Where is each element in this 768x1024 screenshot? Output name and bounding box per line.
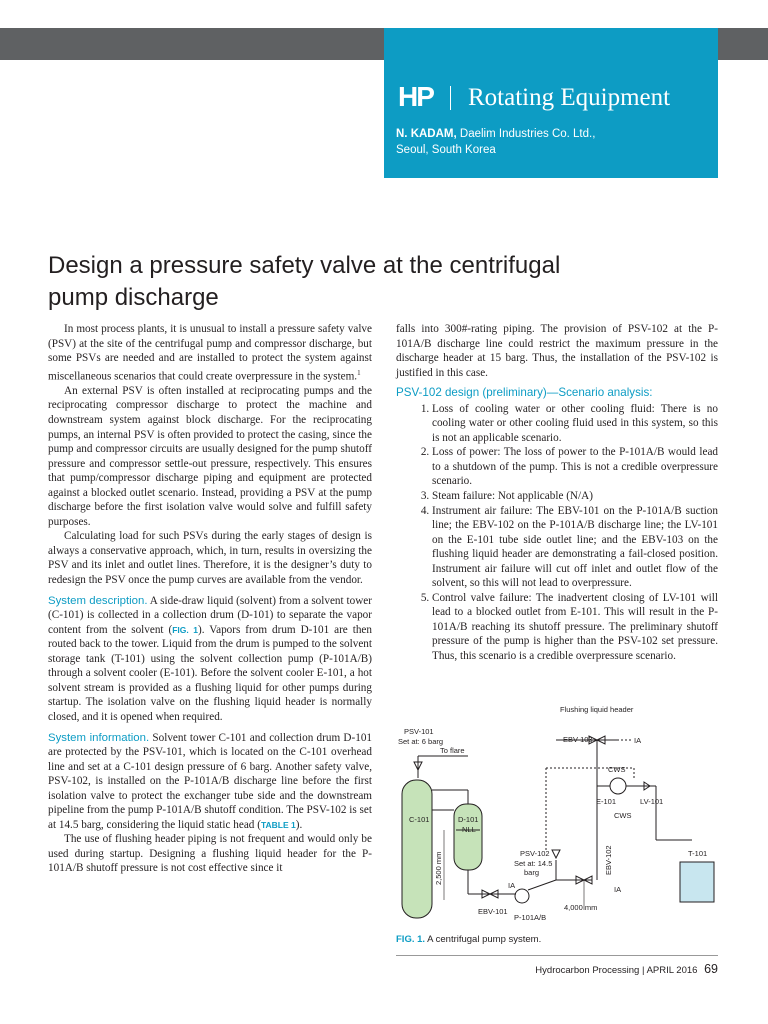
list-item: 5. Control valve failure: The inadvertent closing of LV-101 will lead to a blocked outlet from E-101. This will result in the P-101A/B reaching its shutoff pressure. The preliminary shutoff pressure of the pump is higher than the PSV-102 set pressure. Thus, this scenario is a credible overpressure scenario.	[432, 591, 718, 664]
list-item: 4. Instrument air failure: The EBV-101 on the P-101A/B suction line; the EBV-102 on the P-101A/B discharge line; the LV-101 on the E-101 tube side outlet line; and the EBV-103 on the flushing liquid header are demonstrating a fail-closed position. Instrument air failure will cut off inlet and outlet flow of the solvent, so this will not lead to overpressure.	[432, 504, 718, 591]
author-affiliation: Daelim Industries Co. Ltd.,	[459, 128, 596, 140]
ebv102-label: EBV-102	[604, 845, 613, 875]
scenario-subheading: PSV-102 design (preliminary)—Scenario analysis:	[396, 386, 653, 400]
paragraph: The use of flushing header piping is not frequent and would only be used during startup. Designing a flushing liquid header for the P-101A/B shutoff pressure is not cost effective since it	[48, 833, 372, 875]
author-byline	[396, 126, 706, 158]
subheading: System description.	[48, 594, 148, 607]
figure-caption	[396, 934, 541, 945]
paragraph-system-information: System information. Solvent tower C-101 and collection drum D-101 are protected by the PSV-101, which is located on the C-101 overhead line and set at a C-101 design pressure of 6 barg. Another safety valve, PSV-102, is installed on the P-101A/B discharge line before the first isolation valve to protect the exchanger tube side and the downstream pipeline from the pump P-101A/B shutoff condition. The PSV-102 is set at 14.5 barg, considering the liquid static head (TABLE 1).	[48, 731, 373, 831]
psv102-set-label-2: barg	[524, 868, 540, 877]
dim-4000-label: 4,000 mm	[564, 903, 598, 912]
pump-system-diagram	[396, 700, 718, 928]
ia-label-2: IA	[508, 881, 516, 890]
psv102-label: PSV-102	[520, 849, 550, 858]
footer-divider	[396, 955, 718, 956]
footer-separator: |	[641, 965, 645, 976]
dim-2500-label: 2,500 mm	[434, 851, 443, 885]
section-header-box	[384, 28, 718, 178]
ia-label-1: IA	[634, 736, 642, 745]
psv102-valve-icon	[552, 850, 560, 858]
text-column-right	[396, 322, 718, 664]
issue-date: APRIL 2016	[646, 965, 698, 976]
list-item: 1. Loss of cooling water or other cooling fluid: There is no cooling water or other cooling fluid used in this system, so this is not an applicable scenario.	[432, 402, 718, 446]
ebv101-label: EBV-101	[478, 907, 508, 916]
to-flare-label: To flare	[440, 746, 465, 755]
lv101-label: LV-101	[640, 797, 664, 806]
page-footer	[535, 962, 718, 976]
figure-caption-text: A centrifugal pump system.	[427, 934, 542, 945]
nll-label: NLL	[462, 825, 476, 834]
scenario-list	[396, 402, 718, 664]
psv102-set-label-1: Set at: 14.5	[514, 859, 553, 868]
d101-drum	[454, 804, 482, 870]
paragraph: In most process plants, it is unusual to install a pressure safety valve (PSV) at the site of the centrifugal pump and compressor discharge, but some PSVs are needed and are installed to protect the system against miscellaneous scenarios that could create overpressure in the system.$^1$	[48, 323, 372, 383]
e101-exchanger-icon	[610, 778, 626, 794]
subheading: System information.	[48, 731, 150, 744]
text-column-left	[48, 322, 372, 876]
cws-label-top: CWS	[608, 765, 626, 774]
psv101-label: PSV-101	[404, 727, 434, 736]
author-location: Seoul, South Korea	[396, 144, 496, 156]
c101-tower	[402, 780, 432, 918]
figure-caption-label: FIG. 1.	[396, 934, 426, 945]
article-title: Design a pressure safety valve at the centrifugal pump discharge	[48, 252, 561, 311]
logo-divider	[450, 86, 451, 110]
t101-label: T-101	[688, 849, 708, 858]
flushing-header-label: Flushing liquid header	[560, 705, 634, 714]
list-item: 2. Loss of power: The loss of power to the P-101A/B would lead to a shutdown of the pump. This is not a credible overpressure scenario.	[432, 445, 718, 489]
paragraph-system-description: System description. A side-draw liquid (solvent) from a solvent tower (C-101) is collected in a collection drum (D-101) to separate the vapor content from the solvent (FIG. 1). Vapors from drum D-101 are then routed back to the tower. Liquid from the drum is pumped to the solvent storage tank (T-101) using the solvent collection pump (P-101A/B) through a solvent cooler (E-101). Before the solvent cooler E-101, a hot solvent stream is provided as a flushing liquid for other pumps during startup. The isolation valve on the flushing liquid header is normally closed, and it is opened when required.	[48, 594, 372, 723]
table-reference[interactable]: TABLE 1	[260, 819, 296, 830]
ebv103-label: EBV-103	[563, 735, 593, 744]
hp-logo: HP	[398, 81, 433, 112]
list-item: 3. Steam failure: Not applicable (N/A)	[432, 489, 718, 504]
psv101-set-label: Set at: 6 barg	[398, 737, 444, 746]
d101-label: D-101	[458, 815, 479, 824]
c101-label: C-101	[409, 815, 430, 824]
paragraph: falls into 300#-rating piping. The provision of PSV-102 at the P-101A/B discharge line could restrict the maximum pressure in the discharge header at 15 barg. Thus, the installation of the PSV-102 is justified in this case.	[396, 323, 718, 379]
section-title: Rotating Equipment	[468, 84, 671, 111]
p101-label: P-101A/B	[514, 913, 547, 922]
figure-reference[interactable]: FIG. 1	[172, 624, 198, 635]
e101-label: E-101	[596, 797, 617, 806]
publication-name: Hydrocarbon Processing	[535, 965, 640, 976]
page-number: 69	[704, 962, 718, 976]
t101-tank	[680, 862, 714, 902]
p101-pump-icon	[515, 889, 529, 903]
paragraph: An external PSV is often installed at reciprocating pumps and the reciprocating compressor discharge to protect the machine and downstream system against block discharge. For the reciprocating pumps, an internal PSV is often provided to protect the casing, since the pump and compressor circuits are usually designed for the pump shutoff pressure and compressor settle-out pressure, respectively. This ensures that pump/compressor discharge piping and equipment are protected against a blocked outlet scenario. Instead, providing a PSV at the pump discharge before the first isolation valve would solve and fulfill safety purposes.	[48, 384, 372, 528]
paragraph: Calculating load for such PSVs during the early stages of design is always a conservative approach, which, in turn, results in oversizing the PSV and its inlet and outlet lines. Therefore, it is the designer’s duty to redesign the PSV once the pump curves are available from the vendor.	[48, 530, 372, 587]
ia-label-3: IA	[614, 885, 622, 894]
author-name: N. KADAM,	[396, 128, 457, 140]
cws-label-bottom: CWS	[614, 811, 632, 820]
